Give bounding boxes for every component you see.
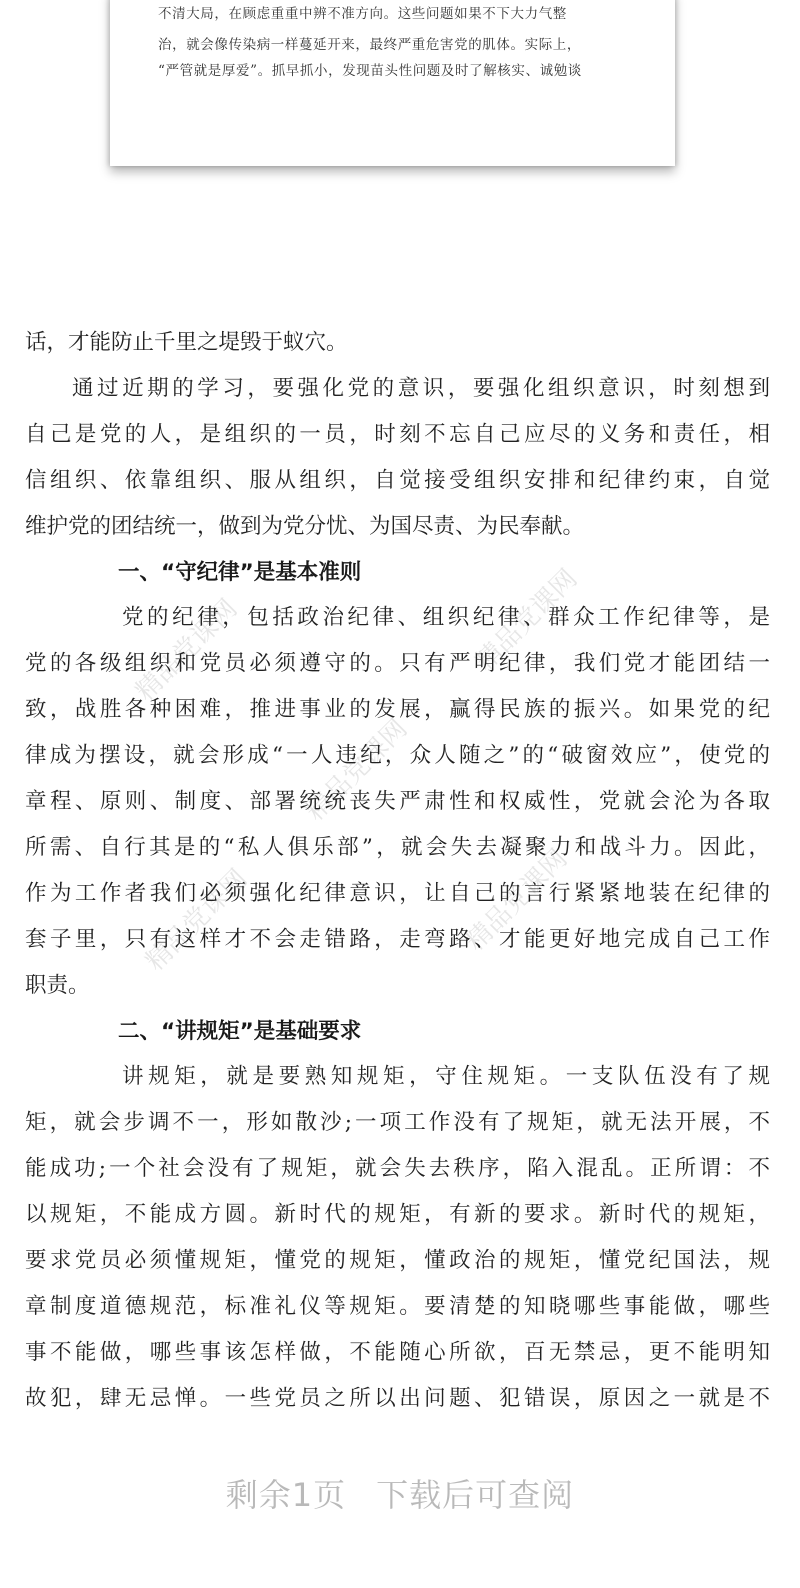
download-hint-label: 下载后可查阅 (376, 1476, 575, 1514)
preview-card (110, 0, 675, 166)
text-line: 职责。 (25, 973, 90, 998)
text-line: 矩，就会步调不一，形如散沙;一项工作没有了规矩，就无法开展，不 (25, 1110, 770, 1135)
text-line: 信组织、依靠组织、服从组织，自觉接受组织安排和纪律约束，自觉 (25, 468, 770, 493)
text-line: 通过近期的学习，要强化党的意识，要强化组织意识，时刻想到 (72, 376, 770, 401)
text-line: 能成功;一个社会没有了规矩，就会失去秩序，陷入混乱。正所谓：不 (25, 1156, 770, 1181)
text-line: 故犯，肆无忌惮。一些党员之所以出问题、犯错误，原因之一就是不 (25, 1386, 770, 1411)
preview-line: “严管就是厚爱”。抓早抓小，发现苗头性问题及时了解核实、诚勉谈 (158, 63, 582, 79)
text-line: 章制度道德规范，标准礼仪等规矩。要清楚的知晓哪些事能做，哪些 (25, 1294, 770, 1319)
download-prompt[interactable] (0, 1470, 800, 1516)
watermark: 精品党课网 (460, 843, 574, 957)
text-line: 套子里，只有这样才不会走错路，走弯路、才能更好地完成自己工作 (25, 927, 770, 952)
text-line: 致，战胜各种困难，推进事业的发展，赢得民族的振兴。如果党的纪 (25, 697, 770, 722)
text-line: 党的各级组织和党员必须遵守的。只有严明纪律，我们党才能团结一 (25, 651, 770, 676)
text-line: 作为工作者我们必须强化纪律意识，让自己的言行紧紧地装在纪律的 (25, 881, 770, 906)
section-heading: 二、“讲规矩”是基础要求 (118, 1019, 362, 1044)
preview-line: 治，就会像传染病一样蔓延开来，最终严重危害党的肌体。实际上， (158, 37, 581, 53)
text-line: 维护党的团结统一，做到为党分忧、为国尽责、为民奉献。 (25, 514, 585, 539)
watermark: 精品党课网 (130, 593, 244, 707)
text-line: 话，才能防止千里之堤毁于蚁穴。 (25, 330, 348, 355)
text-line: 自己是党的人，是组织的一员，时刻不忘自己应尽的义务和责任，相 (25, 422, 770, 447)
text-line: 党的纪律，包括政治纪律、组织纪律、群众工作纪律等，是 (122, 605, 770, 630)
text-line: 事不能做，哪些事该怎样做，不能随心所欲，百无禁忌，更不能明知 (25, 1340, 770, 1365)
remaining-pages-label: 剩余1页 (225, 1476, 347, 1514)
text-line: 讲规矩，就是要熟知规矩，守住规矩。一支队伍没有了规 (122, 1064, 770, 1089)
text-line: 章程、原则、制度、部署统统丧失严肃性和权威性，党就会沦为各取 (25, 789, 770, 814)
text-line: 要求党员必须懂规矩，懂党的规矩，懂政治的规矩，懂党纪国法，规 (25, 1248, 770, 1273)
text-line: 所需、自行其是的“私人俱乐部”，就会失去凝聚力和战斗力。因此， (25, 835, 770, 860)
preview-line: 不清大局，在顾虑重重中辨不准方向。这些问题如果不下大力气整 (158, 6, 567, 22)
watermark: 精品党课网 (470, 563, 584, 677)
text-line: 律成为摆设，就会形成“一人违纪，众人随之”的“破窗效应”，使党的 (25, 743, 770, 768)
section-heading: 一、“守纪律”是基本准则 (118, 560, 362, 585)
text-line: 以规矩，不能成方圆。新时代的规矩，有新的要求。新时代的规矩， (25, 1202, 770, 1227)
watermark: 精品党课网 (300, 713, 414, 827)
watermark: 精品党课网 (140, 863, 254, 977)
